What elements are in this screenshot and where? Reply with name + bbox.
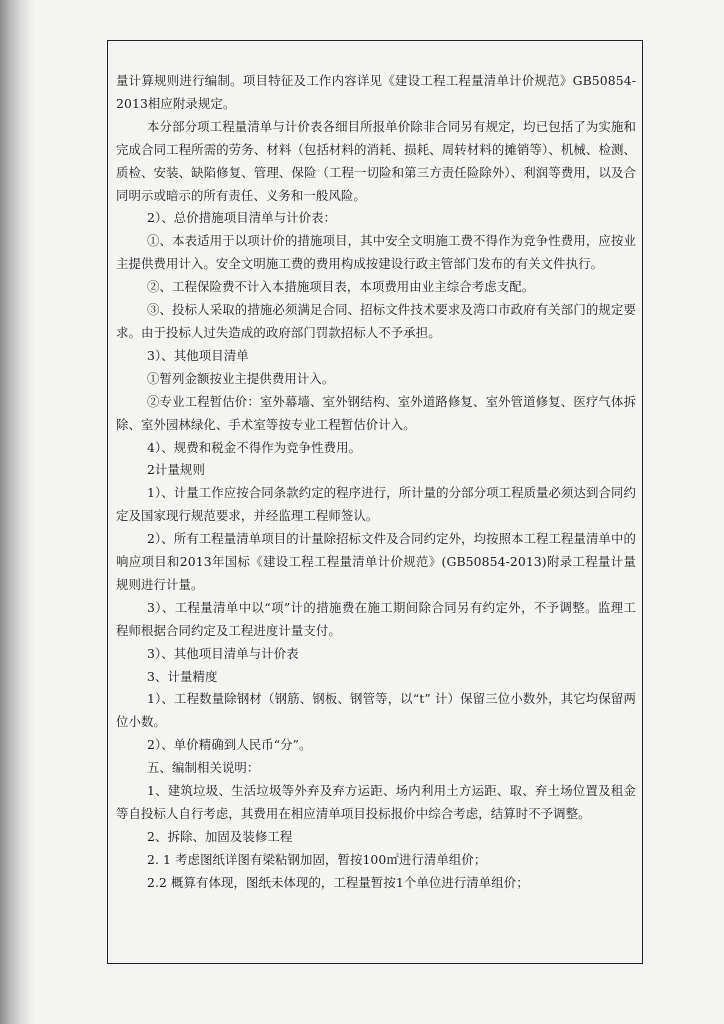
- paragraph: 3）、其他项目清单与计价表: [147, 645, 299, 661]
- paragraph: ②、工程保险费不计入本措施项目表，本项费用由业主综合考虑支配。: [147, 279, 535, 295]
- paragraph: 1）、计量工作应按合同条款约定的程序进行，所计量的分部分项工程质量必须达到合同约定及国家现行规范要求，并经监理工程师签认。: [116, 485, 636, 524]
- paragraph: 2、拆除、加固及装修工程: [147, 828, 293, 844]
- document-body: [116, 70, 636, 895]
- paragraph: ①、本表适用于以项计价的措施项目，其中安全文明施工费不得作为竞争性费用，应按业主提供费用计入。安全文明施工费的费用构成按建设行政主管部门发布的有关文件执行。: [116, 233, 636, 272]
- paragraph: 4）、规费和税金不得作为竞争性费用。: [147, 439, 362, 455]
- paragraph: 2）、总价措施项目清单与计价表：: [147, 210, 337, 226]
- paragraph: 2. 1 考虑图纸详图有梁粘钢加固，暂按100㎡进行清单组价；: [147, 851, 487, 867]
- paragraph: ③、投标人采取的措施必须满足合同、招标文件技术要求及湾口市政府有关部门的规定要求。由于投标人过失造成的政府部门罚款招标人不予承担。: [116, 302, 636, 340]
- paragraph: ①暂列金额按业主提供费用计入。: [147, 370, 335, 386]
- paragraph: 2计量规则: [147, 462, 205, 478]
- paragraph: 五、编制相关说明：: [147, 760, 260, 776]
- paragraph: 1）、工程数量除钢材（钢筋、钢板、钢管等，以“t” 计）保留三位小数外，其它均保留两位小数。: [116, 691, 636, 730]
- paragraph: 2.2 概算有体现，图纸未体现的，工程量暂按1个单位进行清单组价；: [147, 874, 529, 890]
- scan-binding-shadow: [0, 0, 34, 1024]
- paragraph: 量计算规则进行编制。项目特征及工作内容详见《建设工程工程量清单计价规范》GB50854-2013相应附录规定。: [116, 73, 636, 111]
- paragraph: 2）、单价精确到人民币“分”。: [147, 737, 312, 753]
- paragraph: 3）、工程量清单中以“项”计的措施费在施工期间除合同另有约定外，不予调整。监理工程师根据合同约定及工程进度计量支付。: [116, 599, 636, 638]
- paragraph: 3）、其他项目清单: [147, 347, 249, 363]
- paragraph: 3、计量精度: [147, 668, 218, 684]
- paragraph: ②专业工程暂估价：室外幕墙、室外钢结构、室外道路修复、室外管道修复、医疗气体拆除、室外园林绿化、手术室等按专业工程暂估价计入。: [116, 393, 636, 432]
- paragraph: 本分部分项工程量清单与计价表各细目所报单价除非合同另有规定，均已包括了为实施和完成合同工程所需的劳务、材料（包括材料的消耗、损耗、周转材料的摊销等）、机械、检测、质检、安装、缺陷修复、管理、保险（工程一切险和第三方责任险除外）、利润等费用，以及合同明示或暗示的所有责任、义务和一般风险。: [116, 118, 636, 203]
- paragraph: 2）、所有工程量清单项目的计量除招标文件及合同约定外，均按照本工程工程量清单中的响应项目和2013年国标《建设工程工程量清单计价规范》(GB50854-2013)附录工程量计量规则进行计量。: [116, 531, 636, 592]
- paragraph: 1、建筑垃圾、生活垃圾等外弃及弃方运距、场内利用土方运距、取、弃土场位置及租金等自投标人自行考虑，其费用在相应清单项目投标报价中综合考虑，结算时不予调整。: [116, 783, 636, 821]
